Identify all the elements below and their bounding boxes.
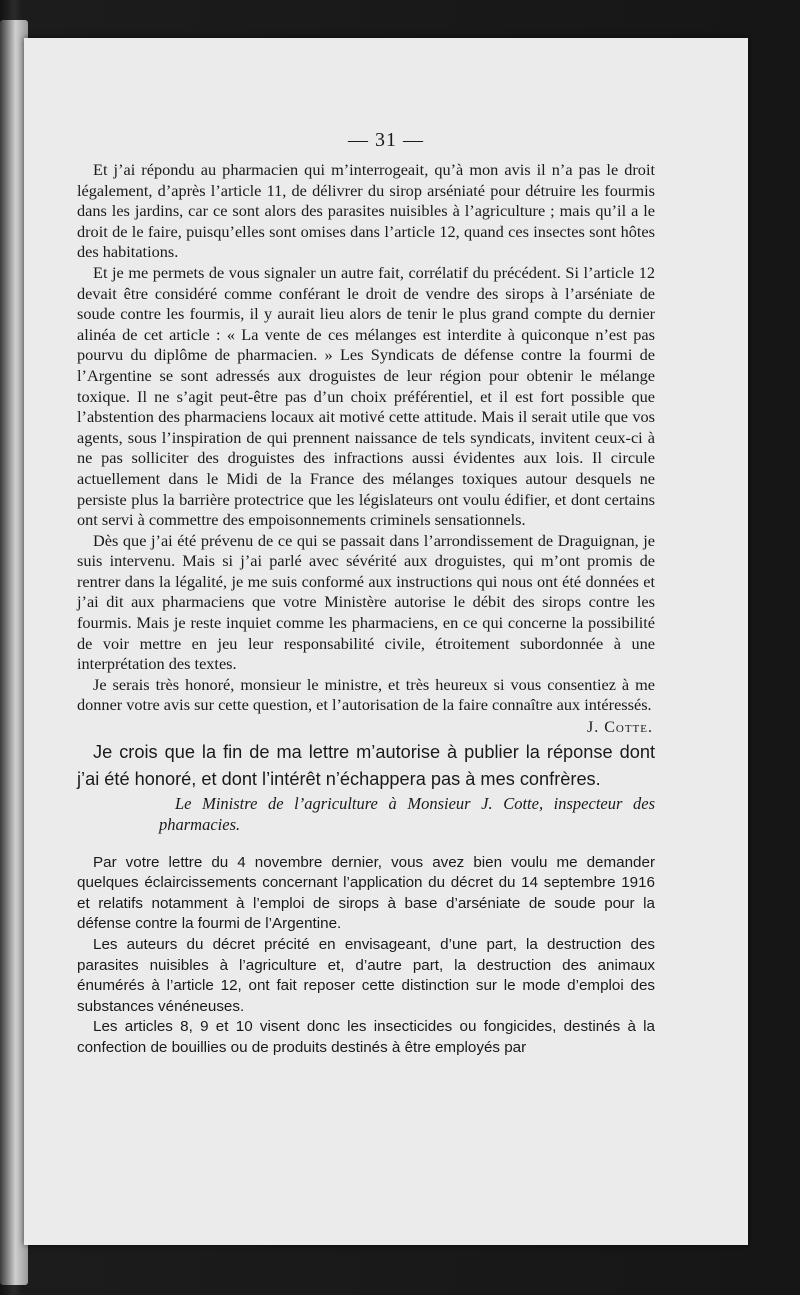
first-letter	[77, 160, 655, 739]
letter-paragraph: Et je me permets de vous signaler un autre fait, corrélatif du précédent. Si l’article 12 devait être considéré comme conférant le droit de vendre des sirops à l’arséniate de soude contre les fourmis, il y aurait lieu alors de tenir le plus grand compte du dernier alinéa de cet article : « La vente de ces mélanges est interdite à quiconque n’est pas pourvu du diplôme de pharmacien. » Les Syndicats de défense contre la fourmi de l’Argentine se sont adressés aux droguistes de leur région pour obtenir le mélange toxique. Il ne s’agit peut-être pas d’un choix préférentiel, et il est fort possible que l’abstention des pharmaciens locaux ait motivé cette attitude. Mais il serait utile que vos agents, sous l’inspiration de qui prennent naissance de tels syndicats, invitent ceux-ci à ne pas solliciter des droguistes des infractions aussi évidentes aux lois. Il circule actuellement dans le Midi de la France des mélanges toxiques autour desquels ne persiste plus la barrière protectrice que les législateurs ont voulu édifier, et dont certains ont servi à commettre des empoisonnements criminels sensationnels.	[77, 262, 655, 530]
letter-paragraph: Et j’ai répondu au pharmacien qui m’interrogeait, qu’à mon avis il n’a pas le droit légalement, d’après l’article 11, de délivrer du sirop arséniaté pour détruire les fourmis dans les jardins, car ce sont alors des parasites nuisibles à l’agriculture ; mais qu’il a le droit de le faire, puisqu’elles sont omises dans l’article 12, quand ces insectes sont hôtes des habitations.	[77, 160, 655, 262]
page-body	[77, 160, 655, 1059]
reply-paragraph: Les auteurs du décret précité en envisageant, d’une part, la destruction des parasites nuisibles à l’agriculture et, d’autre part, la destruction des animaux énumérés à l’article 12, ont fait reposer cette distinction sur le mode d’emploi des substances vénéneuses.	[77, 936, 655, 1015]
reply-letter	[77, 853, 655, 1059]
signature-text: J. Cotte.	[587, 719, 653, 737]
reply-paragraph: Par votre lettre du 4 novembre dernier, vous avez bien voulu me demander quelques éclaircissements concernant l’application du décret du 14 septembre 1916 et relatifs notamment à l’emploi de sirops à base d’arséniate de soude pour la défense contre la fourmi de l’Argentine.	[77, 853, 655, 933]
author-commentary: Je crois que la fin de ma lettre m’autorise à publier la réponse dont j’ai été honoré, et dont l’intérêt n’échappera pas à mes confrères.	[77, 741, 655, 789]
letter-paragraph: Je serais très honoré, monsieur le ministre, et très heureux si vous consentiez à me donner votre avis sur cette question, et l’autorisation de la faire connaître aux intéressés.	[77, 674, 655, 715]
page-number: — 31 —	[348, 129, 424, 151]
reply-paragraph: Les articles 8, 9 et 10 visent donc les insecticides ou fongicides, destinés à la confection de bouillies ou de produits destinés à être employés par	[77, 1018, 655, 1056]
reply-heading: Le Ministre de l’agriculture à Monsieur J. Cotte, inspecteur des pharmacies.	[159, 793, 655, 834]
letter-signature	[77, 718, 655, 739]
book-page	[24, 38, 748, 1245]
letter-paragraph: Dès que j’ai été prévenu de ce qui se passait dans l’arrondissement de Draguignan, je suis intervenu. Mais si j’ai parlé avec sévérité aux droguistes, qui m’ont promis de rentrer dans la légalité, je me suis conformé aux instructions qui nous ont été données et j’ai dit aux pharmaciens que votre Ministère autorise le débit des sirops contre les fourmis. Mais je reste inquiet comme les pharmaciens, en ce qui concerne la possibilité de voir mettre en jeu leur responsabilité civile, étroitement subordonnée à une interprétation des textes.	[77, 530, 655, 674]
